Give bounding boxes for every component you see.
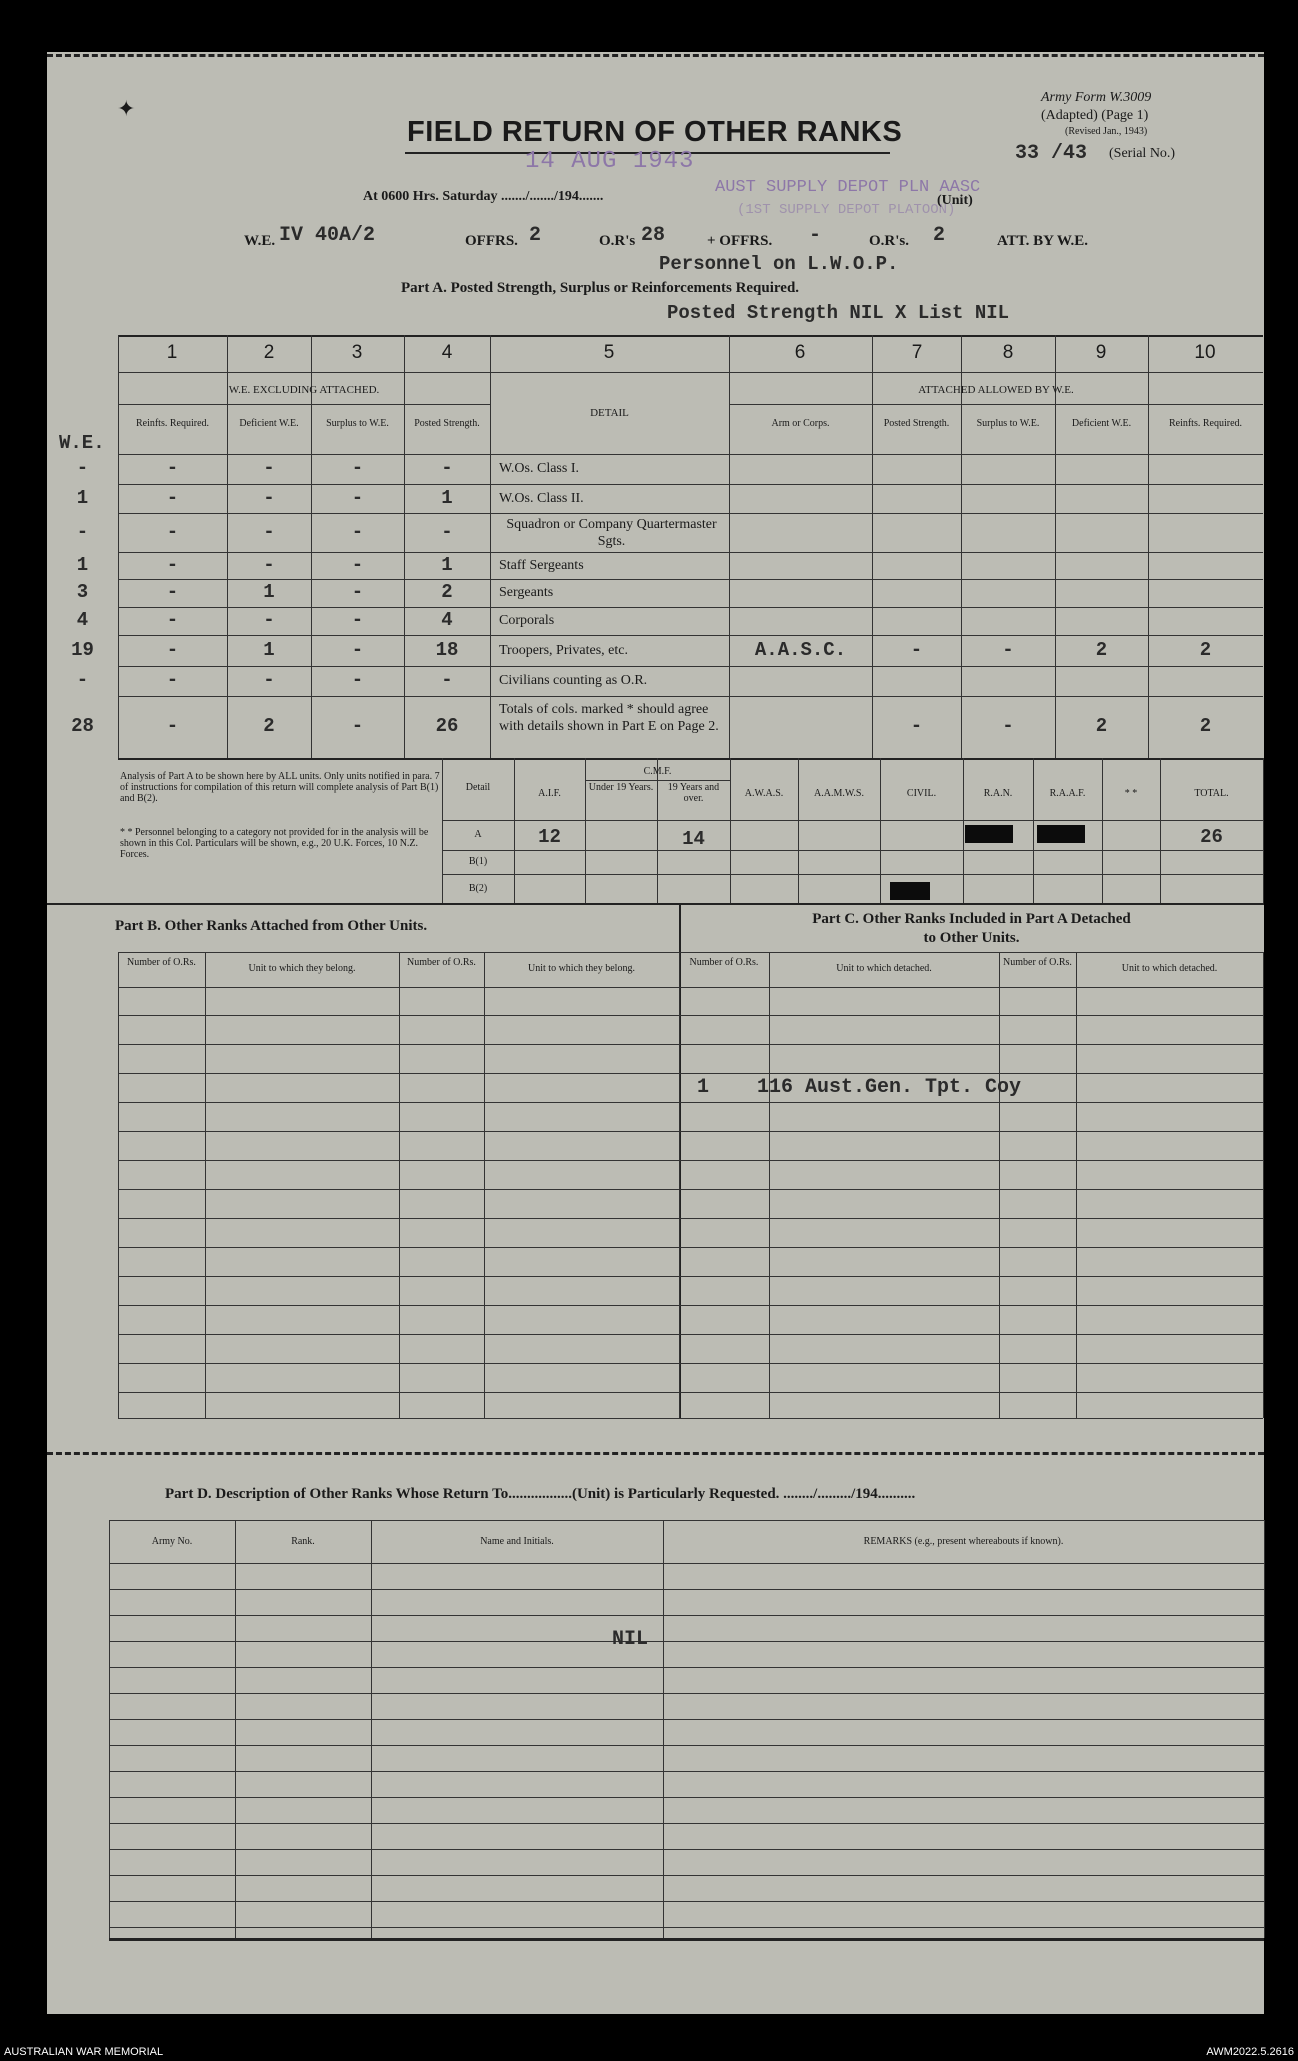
we-cell: 19	[71, 638, 94, 661]
posted-cell: 2	[441, 581, 453, 603]
posted-cell: -	[351, 669, 364, 691]
part-d-header: REMARKS (e.g., present whereabouts if known).	[863, 1536, 1064, 1547]
part-b-title: Part B. Other Ranks Attached from Other Units.	[115, 918, 428, 934]
form-paper	[47, 52, 1264, 2014]
analysis-header: Under 19 Years.	[588, 782, 654, 793]
footer-right: AWM2022.5.2616	[1206, 2046, 1294, 2058]
grid-row-rule	[109, 1823, 1264, 1824]
analysis-vrule	[1102, 758, 1103, 903]
vrule	[1148, 335, 1149, 758]
posted-cell: -	[351, 486, 364, 509]
analysis-row-label: A	[474, 829, 482, 840]
grid-row-rule	[118, 1102, 1263, 1103]
we-cell: 28	[71, 715, 94, 737]
posted-cell: -	[166, 669, 179, 691]
analysis-note-2: * * Personnel belonging to a category not provided for in the analysis will be shown in this Col. Particulars will be shown, e.g., 20 U.K. Forces, 10 N.Z. Forces.	[120, 827, 429, 860]
detail-cell: Troopers, Privates, etc.	[499, 642, 628, 658]
grid-row-rule	[118, 1044, 1263, 1045]
analysis-vrule	[798, 758, 799, 903]
grid-row-rule	[118, 1247, 1263, 1248]
posted-cell: -	[166, 609, 179, 631]
detail-cell: Squadron or Company Quartermaster Sgts.	[506, 517, 717, 549]
grid-vrule	[484, 952, 485, 1418]
column-number: 5	[603, 342, 615, 363]
we-margin-label: W.E.	[59, 432, 105, 454]
grid-vrule	[663, 1520, 664, 1938]
posted-cell: 1	[441, 486, 453, 509]
row-rule	[118, 607, 1263, 608]
posted-cell: -	[166, 581, 179, 603]
grid-row-rule	[118, 1131, 1263, 1132]
plus-or-label: O.R's.	[869, 233, 910, 249]
posted-cell: -	[351, 581, 364, 603]
part-c-entry-number: 1	[697, 1076, 710, 1099]
detail-cell: Totals of cols. marked * should agree with details shown in Part E on Page 2.	[499, 702, 719, 734]
we-value: IV 40A/2	[279, 224, 376, 247]
vrule	[872, 335, 873, 758]
posted-cell: -	[263, 520, 275, 543]
group-right-header: ATTACHED ALLOWED BY W.E.	[918, 384, 1074, 396]
analysis-vrule	[963, 758, 964, 903]
posted-cell: 1	[263, 638, 275, 661]
part-c-header: Number of O.Rs.	[1003, 957, 1072, 968]
we-cell: -	[76, 669, 89, 691]
unit-label: (Unit)	[937, 193, 973, 208]
posted-cell: 18	[435, 638, 459, 661]
grid-row-rule	[109, 1797, 1264, 1798]
posted-cell: -	[351, 715, 364, 737]
left-sub-header: Reinfts. Required.	[135, 418, 210, 429]
grid-vrule	[399, 952, 400, 1418]
grid-vrule	[679, 952, 680, 1418]
grid-vrule	[1263, 952, 1264, 1418]
analysis-header: TOTAL.	[1194, 788, 1229, 799]
analysis-header: A.A.M.W.S.	[814, 788, 864, 799]
grid-vrule	[999, 952, 1000, 1418]
grid-row-rule	[118, 1305, 1263, 1306]
part-c-title-2: to Other Units.	[923, 930, 1020, 946]
grid-header-rule	[118, 987, 1263, 988]
analysis-vrule	[730, 758, 731, 903]
vrule	[118, 335, 119, 758]
vrule	[729, 335, 730, 758]
right-sub-header: Surplus to W.E.	[976, 418, 1040, 429]
grid-row-rule	[118, 1160, 1263, 1161]
left-group-rule	[118, 404, 490, 405]
part-d-bottom-rule	[109, 1938, 1264, 1941]
analysis-vrule	[880, 758, 881, 903]
posted-cell: 1	[263, 581, 275, 603]
redaction-block	[890, 882, 930, 900]
or-value: 28	[641, 224, 666, 247]
posted-cell: -	[441, 520, 453, 543]
column-number: 7	[911, 342, 923, 363]
posted-cell: -	[166, 553, 179, 576]
pen-mark: ✦	[117, 96, 136, 121]
column-number: 6	[794, 342, 806, 363]
vrule	[490, 335, 491, 758]
grid-row-rule	[118, 1276, 1263, 1277]
attached-cell: -	[910, 638, 923, 661]
analysis-header: Detail	[465, 782, 491, 793]
row-rule	[118, 513, 1263, 514]
analysis-header: * *	[1124, 788, 1138, 799]
row-rule	[118, 635, 1263, 636]
part-c-entry-unit: 116 Aust.Gen. Tpt. Coy	[757, 1076, 1022, 1099]
form-title: FIELD RETURN OF OTHER RANKS	[407, 116, 903, 148]
detail-cell: Sergeants	[499, 585, 554, 600]
analysis-header: R.A.A.F.	[1049, 788, 1086, 799]
analysis-row-rule	[442, 874, 1263, 875]
grid-row-rule	[109, 1615, 1264, 1616]
grid-row-rule	[118, 1363, 1263, 1364]
grid-vrule	[235, 1520, 236, 1938]
left-sub-header: Surplus to W.E.	[326, 418, 389, 429]
posted-cell: -	[351, 638, 364, 661]
posted-cell: -	[351, 609, 364, 631]
we-cell: 1	[76, 553, 89, 576]
unit-stamp: AUST SUPPLY DEPOT PLN AASC	[715, 178, 981, 197]
analysis-row-label: B(2)	[468, 882, 488, 894]
detail-cell: Civilians counting as O.R.	[499, 673, 648, 688]
date-stamp: 14 AUG 1943	[525, 148, 695, 175]
grid-row-rule	[109, 1719, 1264, 1720]
posted-cell: -	[351, 520, 364, 543]
grid-row-rule	[109, 1927, 1264, 1928]
attached-cell: -	[1002, 715, 1014, 737]
posted-cell: -	[441, 457, 453, 479]
form-number: Army Form W.3009	[1041, 90, 1152, 105]
column-number: 9	[1095, 342, 1107, 363]
col-number-rule	[118, 372, 1263, 373]
grid-row-rule	[109, 1563, 1264, 1564]
left-sub-header: Deficient W.E.	[239, 418, 299, 429]
aif-value: 12	[538, 826, 561, 848]
detail-header: DETAIL	[590, 407, 629, 419]
top-tear-line	[47, 54, 1264, 57]
posted-cell: -	[263, 553, 275, 576]
grid-vrule	[371, 1520, 372, 1938]
grid-row-rule	[118, 1392, 1263, 1393]
plus-or-value: 2	[933, 224, 946, 247]
plus-offrs-label: + OFFRS.	[707, 233, 773, 249]
right-sub-header: Reinfts. Required.	[1168, 418, 1243, 429]
right-sub-header: Posted Strength.	[883, 418, 950, 429]
part-a-bottom-rule	[118, 758, 1263, 760]
posted-cell: 26	[435, 715, 459, 737]
left-sub-header: Posted Strength.	[414, 418, 480, 429]
grid-row-rule	[118, 1334, 1263, 1335]
vrule	[1055, 335, 1056, 758]
column-number: 3	[351, 342, 363, 363]
detail-cell: Staff Sergeants	[499, 557, 584, 573]
or-label: O.R's	[599, 233, 636, 249]
grid-row-rule	[118, 1073, 1263, 1074]
grid-row-rule	[109, 1667, 1264, 1668]
posted-cell: -	[263, 669, 275, 691]
part-b-header: Number of O.Rs.	[407, 957, 476, 968]
part-c-header: Unit to which detached.	[836, 963, 932, 974]
analysis-vrule	[1033, 758, 1034, 903]
part-d-title: Part D. Description of Other Ranks Whose Return To.................(Unit) is Particularly Requested. ......../........./194..........	[165, 1486, 916, 1502]
grid-row-rule	[109, 1589, 1264, 1590]
we-label: W.E.	[244, 233, 276, 249]
analysis-note: Analysis of Part A to be shown here by ALL units. Only units notified in para. 7 of instructions for compilation of this return will complete analysis of Part B(1) and B(2).	[120, 771, 440, 804]
posted-cell: -	[166, 715, 179, 737]
serial-value: 33 /43	[1015, 142, 1088, 165]
right-group-rule	[729, 404, 1263, 405]
grid-row-rule	[109, 1875, 1264, 1876]
posted-cell: -	[166, 457, 179, 479]
right-sub-header: Arm or Corps.	[771, 418, 830, 429]
header-bottom-rule	[118, 454, 1263, 455]
row-rule	[118, 666, 1263, 667]
posted-cell: 2	[263, 715, 275, 737]
vrule	[961, 335, 962, 758]
grid-row-rule	[109, 1641, 1264, 1642]
grid-vrule	[109, 1520, 110, 1938]
redaction-block	[1037, 825, 1085, 843]
attached-cell: -	[1002, 638, 1014, 661]
posted-cell: -	[263, 609, 275, 631]
part-a-title: Part A. Posted Strength, Surplus or Reinforcements Required.	[401, 280, 800, 296]
grid-row-rule	[109, 1693, 1264, 1694]
attached-cell: 2	[1199, 715, 1212, 737]
grid-row-rule	[109, 1849, 1264, 1850]
attached-cell: 2	[1095, 715, 1108, 737]
posted-cell: -	[263, 486, 275, 509]
analysis-header: CIVIL.	[906, 788, 937, 799]
attached-cell: A.A.S.C.	[754, 638, 847, 661]
footer-left: AUSTRALIAN WAR MEMORIAL	[4, 2046, 164, 2058]
detail-cell: Corporals	[499, 613, 555, 628]
part-b-header: Unit to which they belong.	[528, 963, 635, 974]
form-revised: (Revised Jan., 1943)	[1065, 126, 1148, 137]
grid-vrule	[118, 952, 119, 1418]
row-rule	[118, 579, 1263, 580]
analysis-row-rule	[442, 850, 1263, 851]
detail-cell: W.Os. Class I.	[499, 461, 579, 476]
grid-row-rule	[118, 1015, 1263, 1016]
posted-cell: -	[166, 486, 179, 509]
analysis-header-rule	[442, 820, 1263, 821]
row-rule	[118, 696, 1263, 697]
we-cell: 4	[76, 609, 89, 631]
part-a-top-rule	[118, 335, 1263, 337]
analysis-header: 19 Years and over.	[667, 782, 720, 804]
posted-cell: -	[166, 638, 179, 661]
part-d-header: Rank.	[291, 1536, 315, 1547]
grid-top-rule	[118, 952, 1263, 953]
total-value: 26	[1200, 826, 1223, 848]
grid-vrule	[1076, 952, 1077, 1418]
we-cell: 1	[76, 486, 89, 509]
part-c-header: Number of O.Rs.	[689, 957, 759, 968]
grid-row-rule	[109, 1771, 1264, 1772]
offrs-value: 2	[529, 224, 542, 247]
we-cell: -	[76, 457, 89, 479]
analysis-header: R.A.N.	[983, 788, 1013, 799]
attached-cell: 2	[1095, 638, 1108, 661]
vrule	[227, 335, 228, 758]
group-left-header: W.E. EXCLUDING ATTACHED.	[228, 384, 380, 396]
posted-cell: -	[351, 457, 364, 479]
detail-cell: W.Os. Class II.	[499, 490, 584, 506]
posted-cell: -	[441, 669, 453, 691]
part-d-entry: NIL	[612, 1628, 649, 1651]
vrule	[311, 335, 312, 758]
grid-vrule	[1264, 1520, 1265, 1938]
we-cell: 3	[76, 581, 89, 603]
posted-cell: 1	[441, 553, 453, 576]
column-number: 1	[166, 342, 178, 363]
attached-cell: 2	[1199, 638, 1212, 661]
unit-stamp-faint: (1ST SUPPLY DEPOT PLATOON)	[737, 202, 956, 218]
analysis-header: A.W.A.S.	[744, 788, 784, 799]
part-d-header: Name and Initials.	[480, 1536, 554, 1547]
serial-label: (Serial No.)	[1109, 146, 1176, 161]
part-c-title: Part C. Other Ranks Included in Part A Detached	[812, 911, 1131, 927]
analysis-vrule	[1263, 758, 1264, 903]
right-sub-header: Deficient W.E.	[1071, 418, 1132, 429]
offrs-label: OFFRS.	[465, 233, 518, 249]
posted-cell: -	[351, 553, 364, 576]
perforation-line	[47, 1452, 1264, 1455]
posted-cell: 4	[441, 609, 453, 631]
column-number: 4	[441, 342, 453, 363]
part-b-header: Number of O.Rs.	[127, 957, 196, 968]
att-label: ATT. BY W.E.	[997, 233, 1089, 249]
row-rule	[118, 484, 1263, 485]
at-line: At 0600 Hrs. Saturday ......./......./194.......	[363, 189, 604, 204]
note-posted: Posted Strength NIL X List NIL	[667, 302, 1010, 324]
grid-vrule	[205, 952, 206, 1418]
note-lwop: Personnel on L.W.O.P.	[659, 253, 899, 275]
attached-cell: -	[910, 715, 923, 737]
part-d-header: Army No.	[151, 1536, 193, 1547]
cmf-rule	[585, 780, 730, 781]
part-c-header: Unit to which detached.	[1121, 963, 1218, 974]
plus-offrs-value: -	[809, 224, 822, 247]
posted-cell: -	[166, 520, 179, 543]
grid-row-rule	[109, 1901, 1264, 1902]
redaction-block	[965, 825, 1013, 843]
grid-bottom-rule	[118, 1418, 1263, 1419]
column-number: 2	[263, 342, 275, 363]
analysis-header: A.I.F.	[538, 788, 561, 799]
grid-top-rule	[109, 1520, 1264, 1521]
grid-row-rule	[109, 1745, 1264, 1746]
grid-vrule	[769, 952, 770, 1418]
cmf-over-value: 14	[682, 828, 705, 850]
column-number: 8	[1002, 342, 1014, 363]
form-adapted: (Adapted) (Page 1)	[1041, 108, 1149, 123]
analysis-row-label: B(1)	[468, 856, 488, 867]
posted-cell: -	[263, 457, 275, 479]
we-cell: -	[76, 520, 89, 543]
analysis-bottom-rule	[47, 903, 1264, 905]
column-number: 10	[1194, 342, 1216, 363]
grid-row-rule	[118, 1189, 1263, 1190]
cmf-label: C.M.F.	[643, 766, 672, 777]
vrule	[404, 335, 405, 758]
part-b-header: Unit to which they belong.	[248, 963, 356, 974]
grid-row-rule	[118, 1218, 1263, 1219]
